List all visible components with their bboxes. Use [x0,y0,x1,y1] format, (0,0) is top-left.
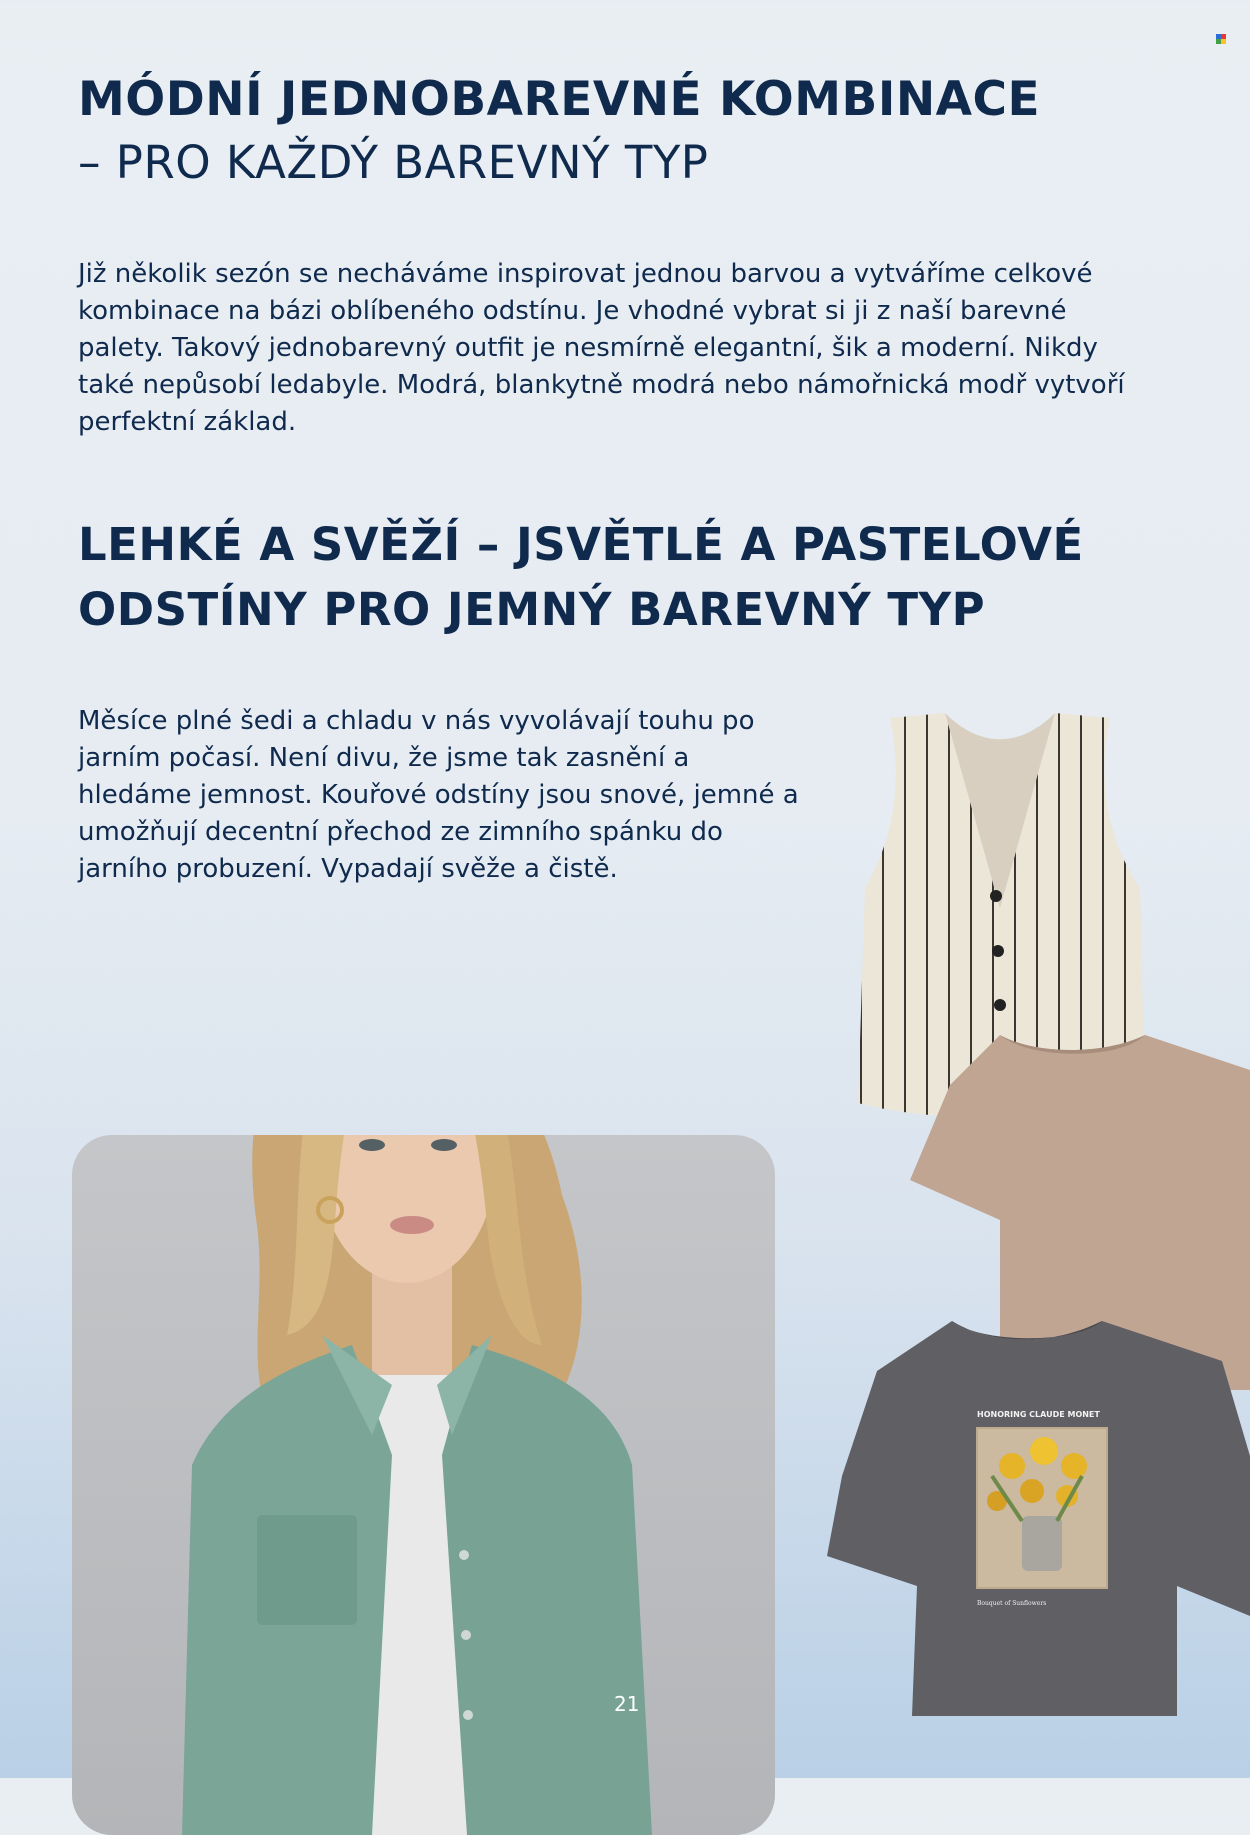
brand-logo-icon [1216,34,1226,44]
tshirt-print-title: HONORING CLAUDE MONET [977,1410,1100,1419]
section-heading-bold: LEHKÉ A SVĚŽÍ [78,518,461,571]
grey-tshirt-image [822,1316,1250,1726]
tshirt-print-caption: Bouquet of Sunflowers [977,1600,1047,1607]
page-number: 21 [614,1692,640,1716]
main-heading-line2: – PRO KAŽDÝ BAREVNÝ TYP [78,136,709,189]
main-heading-line1: MÓDNÍ JEDNOBAREVNÉ KOMBINACE [78,72,1041,127]
intro-paragraph: Již několik sezón se necháváme inspirovat jednou barvou a vytváříme celkové kombinace na bázi oblíbeného odstínu. Je vhodné vybrat si ji z naší barevné palety. Takový jednobarevný outfit je nesmírně elegantní, šik a moderní. Nikdy také nepůsobí ledabyle. Modrá, blankytně modrá nebo námořnická modř vytvoří perfektní základ. [78,259,1125,437]
section-heading [78,512,1178,642]
model-photo [72,1135,775,1835]
model-illustration [72,1135,775,1835]
section-paragraph: Měsíce plné šedi a chladu v nás vyvolávají touhu po jarním počasí. Není divu, že jsme tak zasnění a hledáme jemnost. Kouřové odstíny jsou snové, jemné a umožňují decentní přechod ze zimního spánku do jarního probuzení. Vypadají svěže a čistě. [78,706,799,884]
section-heading-rest: – JSVĚTLÉ A PASTELOVÉ ODSTÍNY PRO JEMNÝ BAREVNÝ TYP [78,518,1084,636]
